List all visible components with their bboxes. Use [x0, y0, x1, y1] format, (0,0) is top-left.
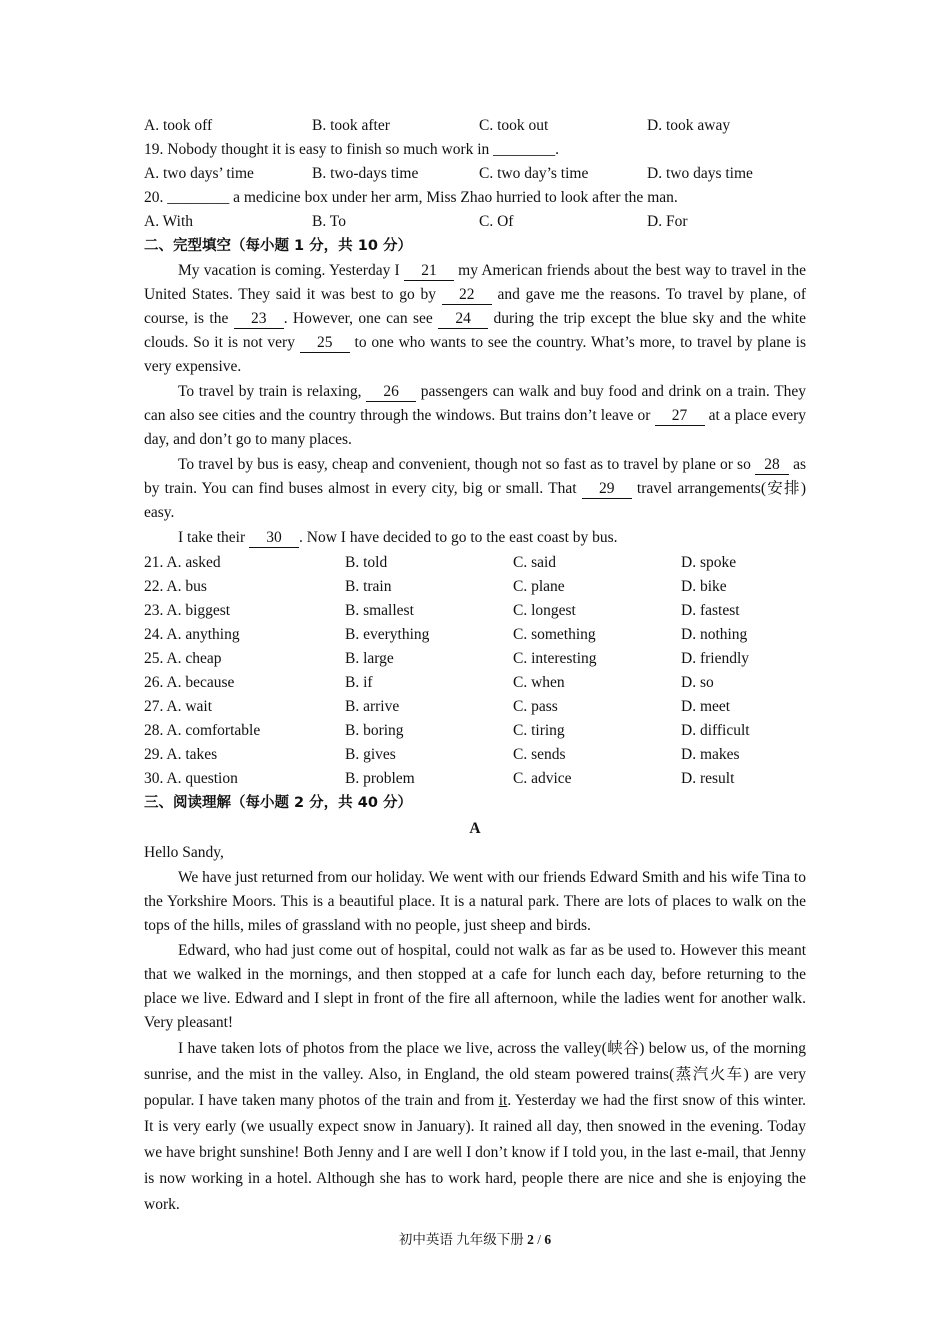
option: 28. A. comfortable	[144, 722, 261, 739]
passage-text: as by train. You can find buses almost in every city, big or small. That	[144, 456, 806, 497]
option: B. everything	[345, 626, 430, 643]
blank-28: 28	[755, 456, 789, 475]
option: C. something	[513, 626, 596, 643]
option: 29. A. takes	[144, 746, 218, 763]
cloze-paragraph-1	[144, 259, 806, 379]
passage-text: . Now I have decided to go to the east coast by bus.	[299, 529, 618, 546]
q18-options	[144, 114, 806, 138]
passage-text: passengers can walk and buy food and drink on a train. They can also see cities and the country through the windows. But trains don’t leave or	[144, 383, 806, 424]
option: 25. A. cheap	[144, 650, 222, 667]
blank-25: 25	[300, 334, 350, 353]
option: C. took out	[479, 117, 549, 134]
option: B. if	[345, 674, 373, 691]
option: C. longest	[513, 602, 576, 619]
option: B. took after	[312, 117, 390, 134]
option: 23. A. biggest	[144, 602, 231, 619]
cloze-options-22	[144, 575, 806, 599]
option: C. tiring	[513, 722, 565, 739]
option: B. boring	[345, 722, 404, 739]
option: C. advice	[513, 770, 572, 787]
q20-stem: 20. ________ a medicine box under her arm, Miss Zhao hurried to look after the man.	[144, 189, 678, 206]
option: C. sends	[513, 746, 566, 763]
passage-text: To travel by train is relaxing,	[178, 383, 367, 400]
cloze-options-27	[144, 695, 806, 719]
option: A. With	[144, 213, 194, 230]
option: C. pass	[513, 698, 558, 715]
blank-30: 30	[249, 529, 299, 548]
option: B. train	[345, 578, 392, 595]
passage-label: A	[469, 820, 481, 837]
reading-paragraph-1: We have just returned from our holiday. We went with our friends Edward Smith and his wife Tina to the Yorkshire Moors. This is a beautiful place. It is a natural park. There are lots of places to walk on the tops of the hills, miles of grassland with no people, just sheep and birds.	[144, 869, 806, 934]
cloze-paragraph-3	[144, 453, 806, 525]
page-content	[144, 114, 806, 1219]
cloze-options-25	[144, 647, 806, 671]
cloze-paragraph-4	[144, 526, 806, 550]
option: D. friendly	[681, 650, 750, 667]
option: D. bike	[681, 578, 727, 595]
footer-label: 初中英语 九年级下册	[398, 1232, 528, 1247]
option: 26. A. because	[144, 674, 235, 691]
passage-text: . However, one can see	[283, 310, 439, 327]
option: B. To	[312, 213, 346, 230]
option: C. two day’s time	[479, 165, 589, 182]
passage-text: and gave me the reasons. To travel by plane, of course, is the	[144, 286, 806, 327]
cloze-options-26	[144, 671, 806, 695]
option: 21. A. asked	[144, 554, 221, 571]
option: D. spoke	[681, 554, 737, 571]
reading-paragraph-3	[144, 1036, 806, 1218]
option: B. told	[345, 554, 388, 571]
blank-26: 26	[366, 383, 416, 402]
blank-23: 23	[234, 310, 284, 329]
q19-options	[144, 162, 806, 186]
page-footer	[0, 1228, 950, 1248]
cloze-options-23	[144, 599, 806, 623]
q19-stem: 19. Nobody thought it is easy to finish so much work in ________.	[144, 141, 560, 158]
option: B. two-days time	[312, 165, 419, 182]
option: D. difficult	[681, 722, 750, 739]
option: 27. A. wait	[144, 698, 213, 715]
option: B. smallest	[345, 602, 414, 619]
section3-heading: 三、阅读理解（每小题 2 分，共 40 分）	[144, 795, 412, 811]
option: B. arrive	[345, 698, 400, 715]
option: D. For	[647, 213, 688, 230]
option: B. problem	[345, 770, 415, 787]
option: C. interesting	[513, 650, 597, 667]
underlined-word: it	[498, 1092, 508, 1109]
passage-text: My vacation is coming. Yesterday I	[178, 262, 404, 279]
page-number: 2	[527, 1232, 534, 1247]
option: C. plane	[513, 578, 565, 595]
option: D. result	[681, 770, 735, 787]
page-separator: /	[533, 1232, 545, 1247]
passage-text: I have taken lots of photos from the place we live, across the valley(峡谷) below us, of the morning sunrise, and the mist in the valley. Also, in England, the old steam powered trains(蒸汽火车) are very popular. I have taken many photos of the train and from	[144, 1040, 806, 1109]
section2-heading: 二、完型填空（每小题 1 分，共 10 分）	[144, 238, 412, 254]
option: B. gives	[345, 746, 396, 763]
blank-24: 24	[438, 310, 488, 329]
cloze-options-29	[144, 743, 806, 767]
option: A. two days’ time	[144, 165, 254, 182]
cloze-paragraph-2	[144, 380, 806, 452]
option: D. makes	[681, 746, 740, 763]
passage-text: travel arrangements(安排) easy.	[144, 480, 807, 521]
blank-22: 22	[442, 286, 492, 305]
option: 22. A. bus	[144, 578, 207, 595]
option: C. said	[513, 554, 557, 571]
passage-text: to one who wants to see the country. What’s more, to travel by plane is very expensive.	[144, 334, 807, 375]
option: D. fastest	[681, 602, 740, 619]
letter-greeting: Hello Sandy,	[144, 844, 224, 861]
reading-paragraph-2: Edward, who had just come out of hospital, could not walk as far as be used to. However this meant that we walked in the mornings, and then stopped at a cafe for lunch each day, before returning to the place we live. Edward and I slept in front of the fire all afternoon, while the ladies went for another walk. Very pleasant!	[144, 942, 806, 1031]
passage-text: my American friends about the best way to travel in the United States. They said it was best to go by	[144, 262, 806, 303]
cloze-options-24	[144, 623, 806, 647]
cloze-options-21	[144, 551, 806, 575]
option: D. took away	[647, 117, 731, 134]
option: D. two days time	[647, 165, 753, 182]
option: 24. A. anything	[144, 626, 240, 643]
page-total: 6	[544, 1232, 552, 1247]
passage-text: . Yesterday we had the first snow of this winter. It is very early (we usually expect snow in January). It rained all day, then snowed in the evening. Today we have bright sunshine! Both Jenny and I are well I don’t know if I told you, in the last e-mail, that Jenny is now working in a hotel. Although she has to work hard, people there are nice and she is enjoying the work.	[144, 1092, 807, 1213]
cloze-options-30	[144, 767, 806, 791]
passage-text: To travel by bus is easy, cheap and convenient, though not so fast as to travel by plane or so	[178, 456, 755, 473]
option: D. so	[681, 674, 714, 691]
passage-text: I take their	[178, 529, 250, 546]
cloze-options-28	[144, 719, 806, 743]
passage-text: at a place every day, and don’t go to many places.	[144, 407, 806, 448]
option: A. took off	[144, 117, 213, 134]
passage-text: during the trip except the blue sky and the white clouds. So it is not very	[144, 310, 806, 351]
option: B. large	[345, 650, 394, 667]
blank-29: 29	[582, 480, 632, 499]
option: 30. A. question	[144, 770, 238, 787]
option: C. Of	[479, 213, 514, 230]
q20-options	[144, 210, 806, 234]
blank-27: 27	[655, 407, 705, 426]
option: D. nothing	[681, 626, 748, 643]
blank-21: 21	[404, 262, 454, 281]
option: C. when	[513, 674, 565, 691]
option: D. meet	[681, 698, 731, 715]
